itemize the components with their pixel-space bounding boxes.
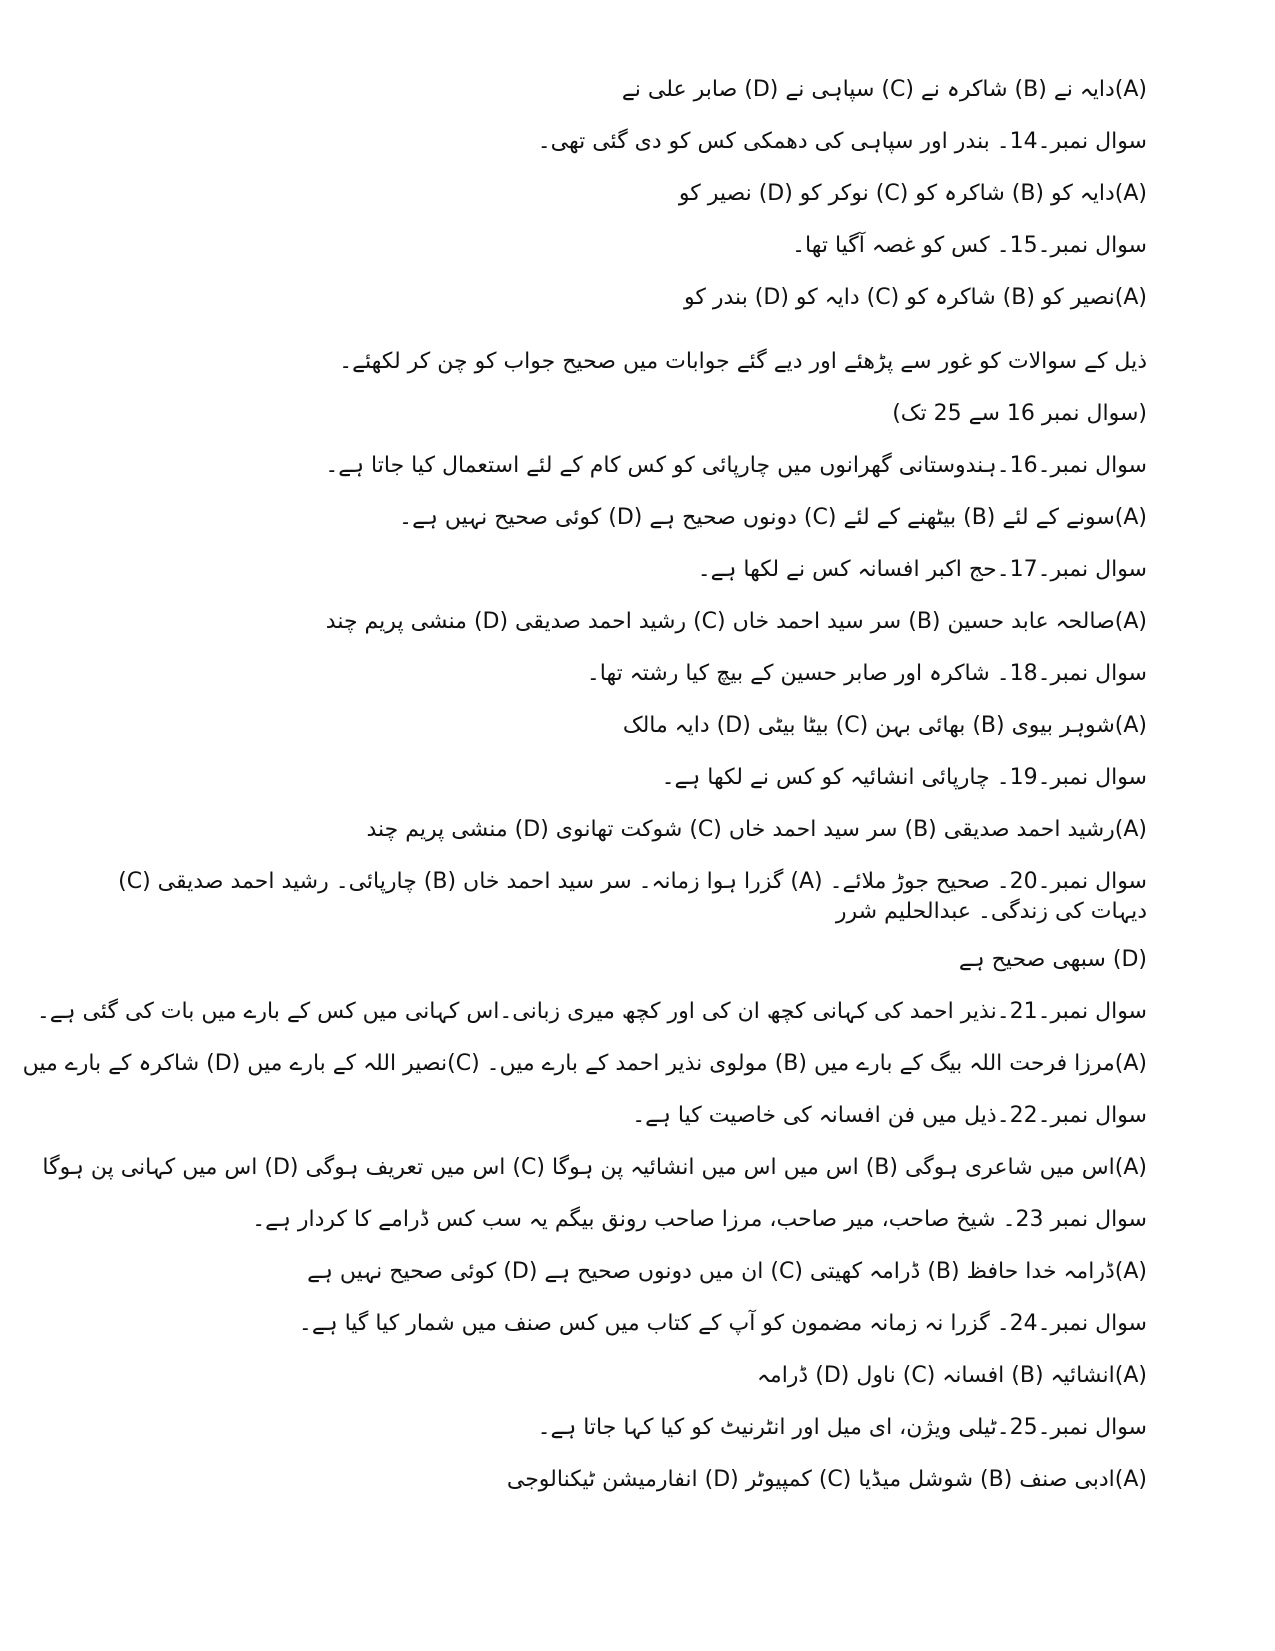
q24-options: (A)انشائیہ (B) افسانہ (C) ناول (D) ڈرامہ bbox=[757, 1363, 1147, 1388]
q21-options: (A)مرزا فرحت اللہ بیگ کے بارے میں (B) مولوی نذیر احمد کے بارے میں۔ (C)نصیر اللہ کے بارے میں (D) شاکرہ کے بارے میں bbox=[22, 1051, 1147, 1076]
question-list bbox=[22, 75, 1147, 1517]
q22-options: (A)اس میں شاعری ہوگی (B) اس میں اس میں انشائیہ پن ہوگا (C) اس میں تعریف ہوگی (D) اس میں کہانی پن ہوگا bbox=[42, 1155, 1147, 1180]
q13-options: (A)دایہ نے (B) شاکرہ نے (C) سپاہی نے (D) صابر علی نے bbox=[621, 77, 1147, 102]
q18-options: (A)شوہر بیوی (B) بھائی بہن (C) بیٹا بیٹی (D) دایہ مالک bbox=[622, 713, 1147, 738]
q14-options: (A)دایہ کو (B) شاکرہ کو (C) نوکر کو (D) نصیر کو bbox=[678, 181, 1147, 206]
q20-question: سوال نمبر۔20۔ صحیح جوڑ ملائے۔ (A) گزرا ہوا زمانہ۔ سر سید احمد خاں (B) چارپائی۔ رشید احمد صدیقی (C) دیہات کی زندگی۔ عبدالحلیم شرر bbox=[118, 869, 1147, 924]
section-range: (سوال نمبر 16 سے 25 تک) bbox=[892, 401, 1147, 426]
q16-options: (A)سونے کے لئے (B) بیٹھنے کے لئے (C) دونوں صحیح ہے (D) کوئی صحیح نہیں ہے۔ bbox=[399, 505, 1147, 530]
q20-option-d: (D) سبھی صحیح ہے bbox=[958, 947, 1147, 972]
q25-options: (A)ادبی صنف (B) شوشل میڈیا (C) کمپیوٹر (D) انفارمیشن ٹیکنالوجی bbox=[506, 1467, 1147, 1492]
q15-options: (A)نصیر کو (B) شاکرہ کو (C) دایہ کو (D) بندر کو bbox=[684, 285, 1147, 310]
q23-options: (A)ڈرامہ خدا حافظ (B) ڈرامہ کھیتی (C) ان میں دونوں صحیح ہے (D) کوئی صحیح نہیں ہے bbox=[307, 1259, 1147, 1284]
q22-question: سوال نمبر۔22۔ذیل میں فن افسانہ کی خاصیت کیا ہے۔ bbox=[632, 1103, 1147, 1128]
q23-question: سوال نمبر 23۔ شیخ صاحب، میر صاحب، مرزا صاحب رونق بیگم یہ سب کس ڈرامے کا کردار ہے۔ bbox=[252, 1207, 1147, 1232]
q19-question: سوال نمبر۔19۔ چارپائی انشائیہ کو کس نے لکھا ہے۔ bbox=[661, 765, 1147, 790]
q18-question: سوال نمبر۔18۔ شاکرہ اور صابر حسین کے بیچ کیا رشتہ تھا۔ bbox=[586, 661, 1147, 686]
q24-question: سوال نمبر۔24۔ گزرا نہ زمانہ مضمون کو آپ کے کتاب میں کس صنف میں شمار کیا گیا ہے۔ bbox=[298, 1311, 1147, 1336]
section-instruction: ذیل کے سوالات کو غور سے پڑھئے اور دیے گئے جوابات میں صحیح جواب کو چن کر لکھئے۔ bbox=[339, 349, 1147, 374]
q16-question: سوال نمبر۔16۔ہندوستانی گھرانوں میں چارپائی کو کس کام کے لئے استعمال کیا جاتا ہے۔ bbox=[325, 453, 1147, 478]
q21-question: سوال نمبر۔21۔نذیر احمد کی کہانی کچھ ان کی اور کچھ میری زبانی۔اس کہانی میں کس کے بارے میں بات کی گئی ہے۔ bbox=[36, 999, 1147, 1024]
q17-question: سوال نمبر۔17۔حج اکبر افسانہ کس نے لکھا ہے۔ bbox=[697, 557, 1147, 582]
section-gap bbox=[107, 335, 1147, 347]
q14-question: سوال نمبر۔14۔ بندر اور سپاہی کی دھمکی کس کو دی گئی تھی۔ bbox=[537, 129, 1147, 154]
q19-options: (A)رشید احمد صدیقی (B) سر سید احمد خاں (C) شوکت تھانوی (D) منشی پریم چند bbox=[366, 817, 1147, 842]
q17-options: (A)صالحہ عابد حسین (B) سر سید احمد خاں (C) رشید احمد صدیقی (D) منشی پریم چند bbox=[325, 609, 1147, 634]
q15-question: سوال نمبر۔15۔ کس کو غصہ آگیا تھا۔ bbox=[792, 233, 1147, 258]
q25-question: سوال نمبر۔25۔ٹیلی ویژن، ای میل اور انٹرنیٹ کو کیا کہا جاتا ہے۔ bbox=[537, 1415, 1147, 1440]
